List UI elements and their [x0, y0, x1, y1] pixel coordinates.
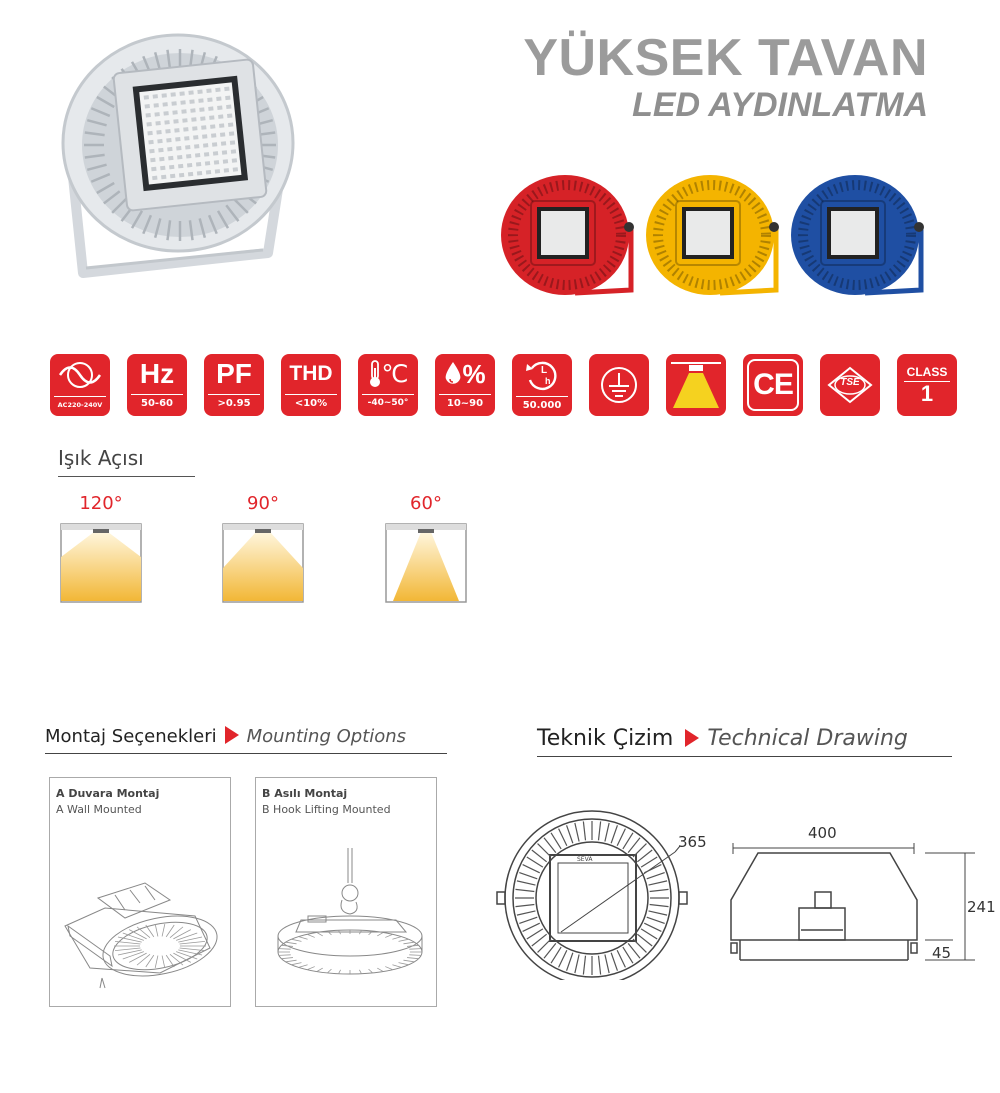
frequency-symbol: Hz	[139, 358, 175, 389]
sine-wave-icon	[50, 354, 110, 416]
power-factor-label: >0.95	[208, 394, 260, 412]
dim-height: 241	[967, 898, 996, 916]
beam-90	[222, 493, 304, 608]
beam-120-diagram	[60, 523, 142, 603]
tse-mark-text: TSE	[840, 377, 860, 388]
mount-option-wall-title: A Duvara Montaj	[56, 787, 160, 800]
temperature-symbol: ℃	[381, 360, 409, 388]
frequency-label: 50-60	[131, 394, 183, 412]
technical-heading	[537, 726, 908, 751]
beam-90-diagram	[222, 523, 304, 603]
mounting-divider	[45, 753, 447, 754]
side-view	[731, 843, 975, 960]
dim-diameter: 365	[678, 833, 707, 851]
mount-option-wall	[49, 777, 231, 1007]
beam-60-label: 60°	[410, 493, 442, 514]
humidity-icon	[435, 354, 495, 416]
mount-option-wall-subtitle: A Wall Mounted	[56, 803, 142, 816]
power-factor-symbol: PF	[216, 358, 252, 389]
thermometer-icon	[358, 354, 418, 416]
class-1-icon	[897, 354, 957, 416]
brand-mark: SEVA	[577, 856, 593, 863]
product-title: YÜKSEK TAVAN	[523, 29, 928, 87]
power-factor-icon	[204, 354, 264, 416]
temperature-label: -40~50°	[362, 394, 414, 412]
mounting-heading	[45, 726, 406, 747]
beam-120	[60, 493, 142, 608]
hook-mount-drawing	[256, 828, 436, 1006]
mounting-heading-tr: Montaj Seçenekleri	[45, 726, 217, 747]
ground-icon	[589, 354, 649, 416]
mount-option-hook	[255, 777, 437, 1007]
beam-angle-divider	[58, 476, 195, 477]
spec-icons-row	[50, 354, 955, 416]
variant-red	[501, 175, 634, 295]
arrow-right-icon	[225, 726, 239, 744]
thd-label: <10%	[285, 394, 337, 412]
beam-60-diagram	[385, 523, 467, 603]
lifetime-hours-icon	[512, 354, 572, 416]
technical-heading-en: Technical Drawing	[707, 726, 908, 751]
humidity-label: 10~90	[439, 394, 491, 412]
mount-option-hook-subtitle: B Hook Lifting Mounted	[262, 803, 391, 816]
lifetime-label: 50.000	[516, 396, 568, 414]
beam-90-label: 90°	[247, 493, 279, 514]
thd-icon	[281, 354, 341, 416]
beam-120-label: 120°	[79, 493, 123, 514]
wall-mount-drawing	[50, 828, 230, 1006]
dim-width: 400	[808, 824, 837, 842]
mount-option-hook-title: B Asılı Montaj	[262, 787, 348, 800]
class-number: 1	[920, 381, 934, 406]
humidity-symbol: %	[462, 358, 486, 389]
technical-heading-tr: Teknik Çizim	[537, 726, 674, 751]
technical-divider	[537, 756, 952, 757]
dim-base: 45	[932, 944, 952, 962]
class-text: CLASS	[906, 365, 948, 379]
thd-symbol: THD	[289, 362, 333, 385]
product-subtitle: LED AYDINLATMA	[632, 86, 928, 124]
variant-yellow	[646, 175, 779, 295]
ac-voltage-label: AC220-240V	[54, 396, 106, 414]
tse-mark-icon	[820, 354, 880, 416]
arrow-right-icon	[685, 729, 699, 747]
svg-text:L: L	[541, 365, 548, 376]
technical-drawing	[495, 800, 1000, 980]
ce-mark-text: CE	[747, 359, 799, 411]
ceiling-light-icon	[666, 354, 726, 416]
variant-blue	[791, 175, 924, 295]
ce-mark-icon	[743, 354, 803, 416]
svg-text:h: h	[545, 376, 551, 386]
color-variants-image	[495, 165, 945, 305]
frequency-icon	[127, 354, 187, 416]
product-hero-image	[48, 28, 298, 288]
beam-angle-heading: Işık Açısı	[58, 446, 144, 470]
mounting-heading-en: Mounting Options	[246, 726, 407, 747]
beam-60	[385, 493, 467, 608]
